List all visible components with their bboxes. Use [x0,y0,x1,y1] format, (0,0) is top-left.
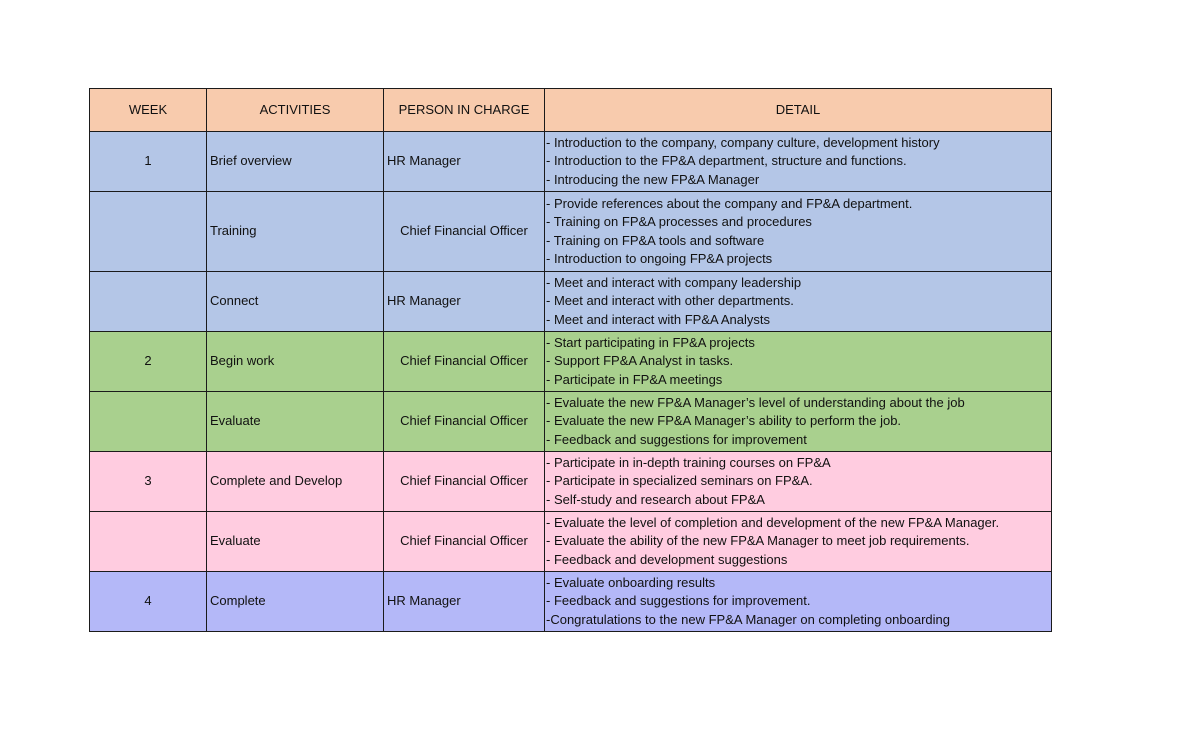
header-detail: DETAIL [545,89,1052,132]
detail-cell [545,512,1052,572]
person-cell: HR Manager [384,272,545,332]
detail-cell [545,332,1052,392]
detail-cell [545,572,1052,632]
week-cell [90,512,207,572]
detail-line: - Training on FP&A tools and software [546,232,765,248]
table-row [90,572,1052,632]
detail-line: - Participate in FP&A meetings [546,371,723,387]
detail-line: - Meet and interact with company leadership [546,274,802,290]
table-row [90,452,1052,512]
activity-cell: Evaluate [207,392,384,452]
table-row [90,392,1052,452]
header-person-in-charge: PERSON IN CHARGE [384,89,545,132]
person-cell: Chief Financial Officer [384,512,545,572]
detail-line: - Evaluate the ability of the new FP&A Manager to meet job requirements. [546,533,970,549]
detail-cell [545,392,1052,452]
activity-cell: Complete [207,572,384,632]
detail-line: - Meet and interact with other departments. [546,293,794,309]
person-cell: HR Manager [384,132,545,192]
person-cell: Chief Financial Officer [384,392,545,452]
detail-cell [545,272,1052,332]
detail-line: - Participate in in-depth training courses on FP&A [546,454,831,470]
activity-cell: Connect [207,272,384,332]
week-cell: 1 [90,132,207,192]
detail-line: - Introducing the new FP&A Manager [546,171,760,187]
week-cell [90,192,207,272]
table-row [90,192,1052,272]
detail-line: - Evaluate the new FP&A Manager’s level of understanding about the job [546,394,965,410]
detail-line: - Self-study and research about FP&A [546,491,765,507]
detail-line: - Evaluate the level of completion and development of the new FP&A Manager. [546,514,1000,530]
person-cell: Chief Financial Officer [384,192,545,272]
detail-line: - Introduction to ongoing FP&A projects [546,251,773,266]
detail-line: - Feedback and suggestions for improvement. [546,593,811,609]
detail-line: - Feedback and development suggestions [546,551,788,567]
activity-cell: Complete and Develop [207,452,384,512]
detail-line: - Training on FP&A processes and procedures [546,214,812,229]
detail-line: -Congratulations to the new FP&A Manager on completing onboarding [546,611,950,627]
table-row [90,332,1052,392]
week-cell: 4 [90,572,207,632]
detail-cell [545,132,1052,192]
header-week: WEEK [90,89,207,132]
detail-line: - Participate in specialized seminars on FP&A. [546,473,813,489]
table-row [90,512,1052,572]
detail-line: - Introduction to the company, company culture, development history [546,134,940,150]
header-row [90,89,1052,132]
detail-line: - Start participating in FP&A projects [546,334,755,350]
detail-cell [545,452,1052,512]
detail-line: - Support FP&A Analyst in tasks. [546,353,734,369]
detail-line: - Introduction to the FP&A department, structure and functions. [546,153,907,169]
table-row [90,132,1052,192]
week-cell: 2 [90,332,207,392]
person-cell: Chief Financial Officer [384,452,545,512]
person-cell: Chief Financial Officer [384,332,545,392]
activity-cell: Brief overview [207,132,384,192]
detail-line: - Provide references about the company and FP&A department. [546,195,913,211]
onboarding-plan-table [89,88,1052,632]
week-cell [90,392,207,452]
activity-cell: Training [207,192,384,272]
person-cell: HR Manager [384,572,545,632]
detail-line: - Evaluate the new FP&A Manager’s ability to perform the job. [546,413,902,429]
detail-cell [545,192,1052,272]
detail-line: - Feedback and suggestions for improvement [546,431,807,447]
week-cell [90,272,207,332]
activity-cell: Evaluate [207,512,384,572]
detail-line: - Evaluate onboarding results [546,574,716,590]
week-cell: 3 [90,452,207,512]
detail-line: - Meet and interact with FP&A Analysts [546,311,770,327]
table-row [90,272,1052,332]
activity-cell: Begin work [207,332,384,392]
header-activities: ACTIVITIES [207,89,384,132]
